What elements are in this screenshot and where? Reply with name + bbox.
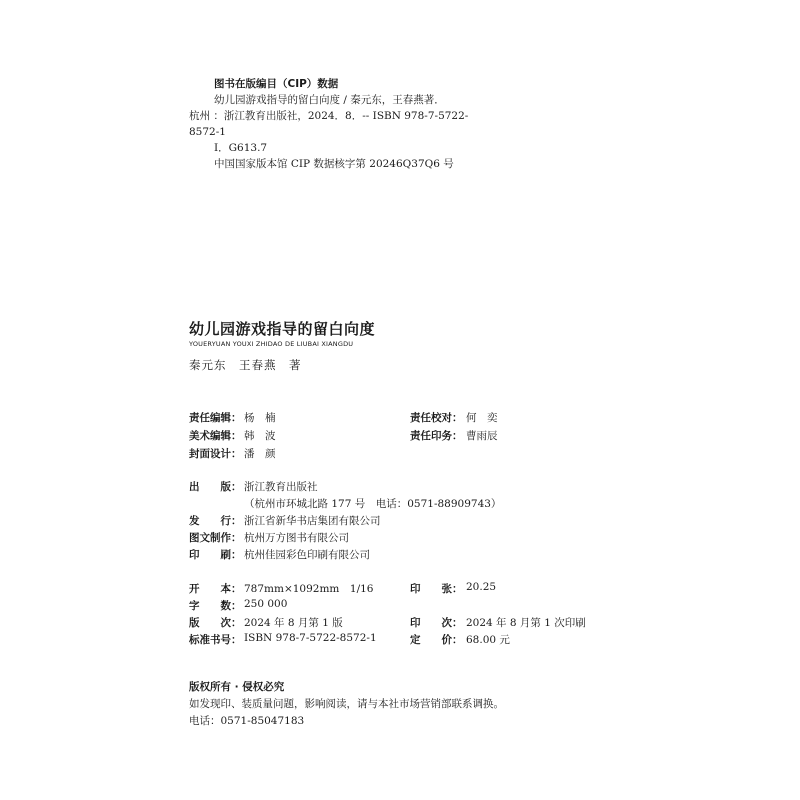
cover-designer-value: 潘 颜	[244, 448, 276, 460]
copyright-phone: 电话：0571-85047183	[189, 715, 305, 727]
price-label: 定 价：	[410, 634, 463, 646]
art-editor-value: 韩 波	[244, 430, 276, 442]
price-value: 68.00 元	[466, 634, 510, 646]
cip-classification: Ⅰ．G613.7	[214, 142, 268, 154]
sheets-value: 20.25	[466, 581, 497, 593]
impression-label: 印 次：	[410, 617, 463, 629]
isbn-label: 标准书号：	[189, 634, 242, 646]
art-editor-label: 美术编辑：	[189, 430, 242, 442]
word-count-value: 250 000	[244, 598, 288, 610]
proofreader-label: 责任校对：	[410, 412, 463, 424]
cover-designer-label: 封面设计：	[189, 448, 242, 460]
layout-label: 图文制作：	[189, 532, 242, 544]
format-label: 开 本：	[189, 583, 242, 595]
publisher-value: 浙江教育出版社	[244, 481, 318, 493]
cip-line: 杭州 ：浙江教育出版社，2024．8．-- ISBN 978-7-5722-	[189, 110, 469, 122]
edition-label: 版 次：	[189, 617, 242, 629]
format-value: 787mm×1092mm 1/16	[244, 583, 374, 595]
copyright-title: 版权所有 · 侵权必究	[189, 681, 285, 693]
printer-label: 印 刷：	[189, 549, 242, 561]
cip-record-number: 中国国家版本馆 CIP 数据核字第 20246Q37Q6 号	[214, 158, 454, 170]
print-manager-value: 曹雨辰	[466, 430, 498, 442]
book-pinyin-title: YOUERYUAN YOUXI ZHIDAO DE LIUBAI XIANGDU	[189, 340, 354, 348]
distributor-value: 浙江省新华书店集团有限公司	[244, 515, 381, 527]
publisher-label: 出 版：	[189, 481, 242, 493]
book-title: 幼儿园游戏指导的留白向度	[189, 320, 376, 338]
printer-value: 杭州佳园彩色印刷有限公司	[244, 549, 370, 561]
print-manager-label: 责任印务：	[410, 430, 463, 442]
cip-line: 幼儿园游戏指导的留白向度 / 秦元东，王春燕著．	[214, 94, 445, 106]
impression-value: 2024 年 8 月第 1 次印刷	[466, 617, 586, 629]
cip-title: 图书在版编目（CIP）数据	[214, 78, 339, 90]
edition-value: 2024 年 8 月第 1 版	[244, 617, 343, 629]
copyright-notice: 如发现印、装质量问题，影响阅读，请与本社市场营销部联系调换。	[189, 698, 504, 710]
layout-value: 杭州万方图书有限公司	[244, 532, 349, 544]
cip-line: 8572-1	[189, 126, 226, 138]
editor-label: 责任编辑：	[189, 412, 242, 424]
distributor-label: 发 行：	[189, 515, 242, 527]
proofreader-value: 何 奕	[466, 412, 498, 424]
word-count-label: 字 数：	[189, 600, 242, 612]
editor-value: 杨 楠	[244, 412, 276, 424]
isbn-value: ISBN 978-7-5722-8572-1	[244, 632, 377, 644]
book-authors: 秦元东 王春燕 著	[189, 358, 302, 372]
publisher-address: （杭州市环城北路 177 号 电话：0571-88909743）	[244, 498, 502, 510]
sheets-label: 印 张：	[410, 583, 463, 595]
